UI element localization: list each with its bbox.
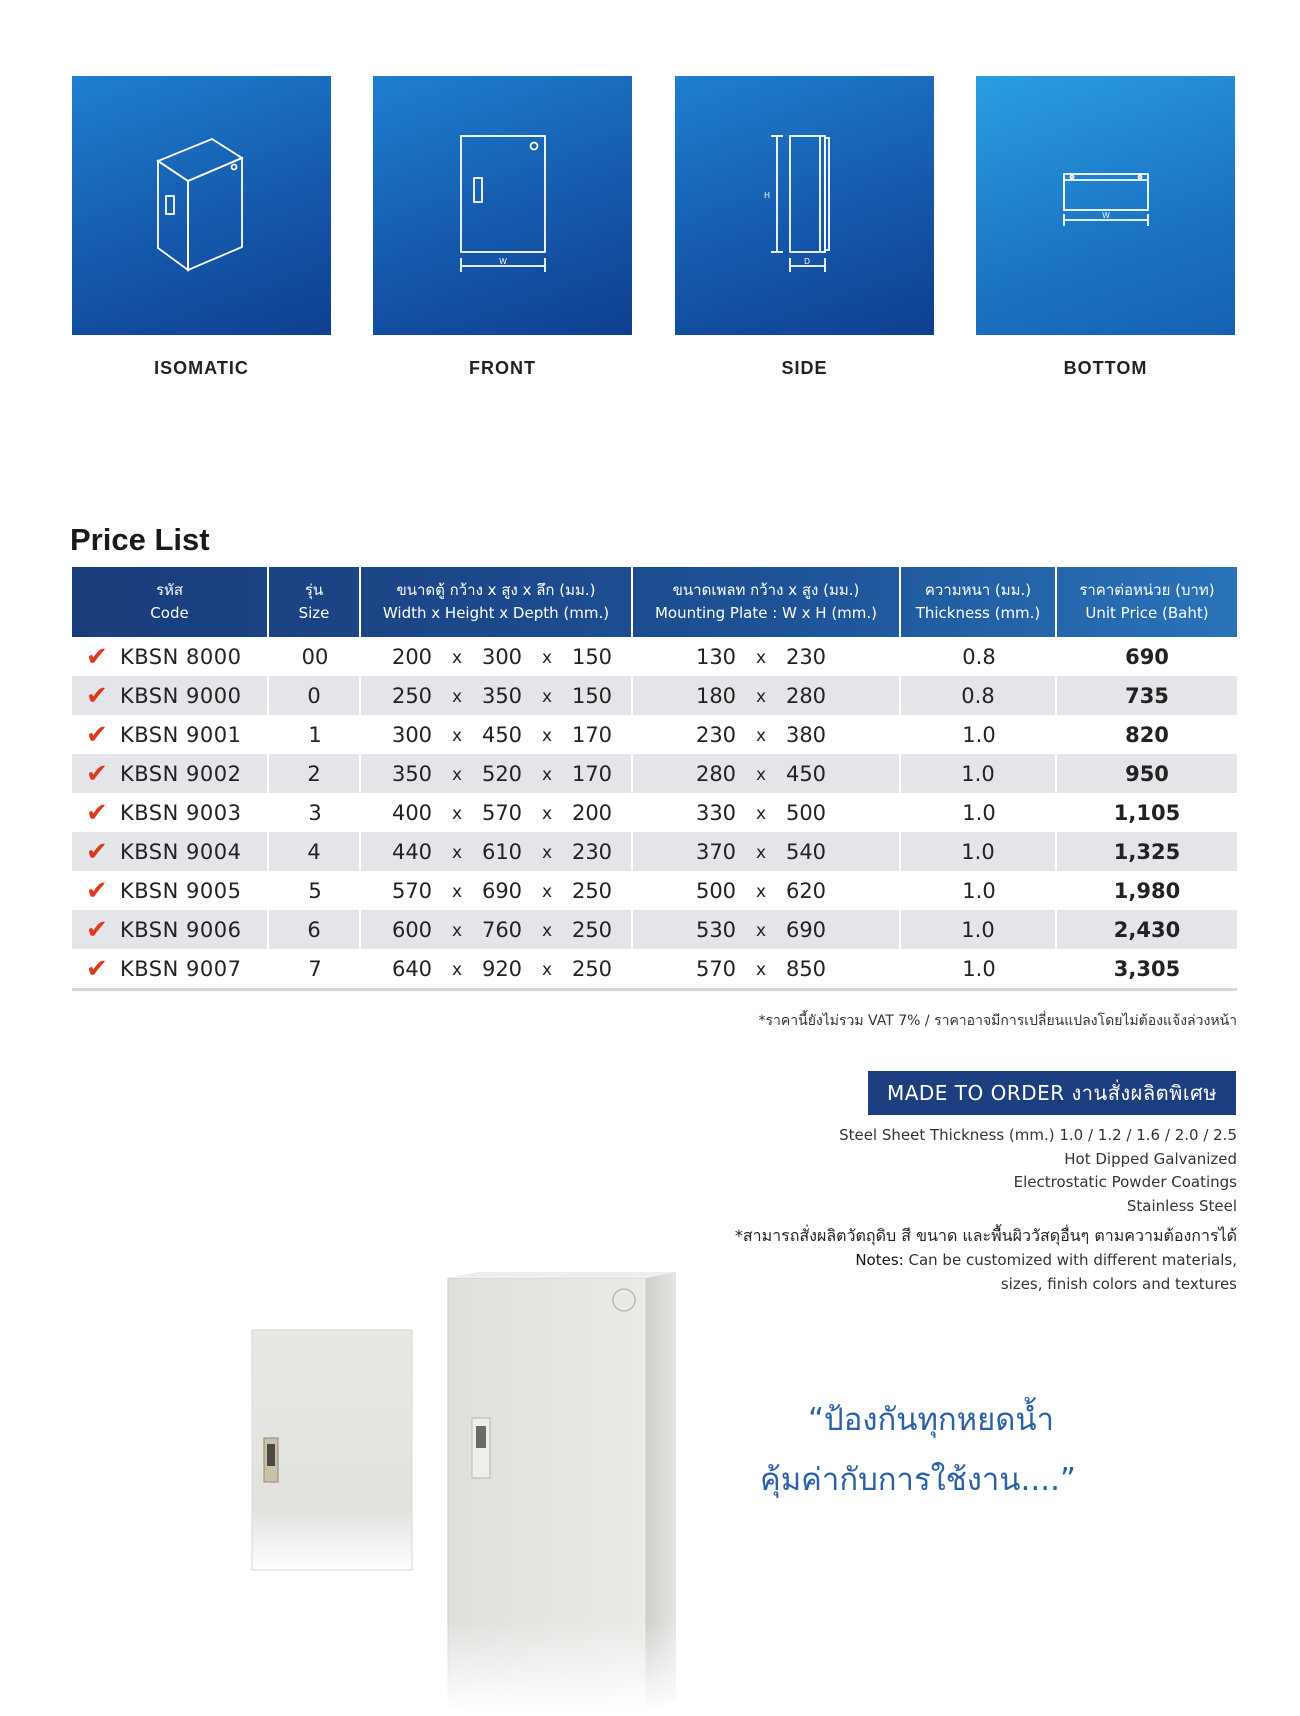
dim-height: 350	[481, 683, 523, 708]
front-cabinet-drawing	[373, 76, 632, 335]
cell-unit-price: 2,430	[1113, 917, 1181, 942]
product-code: KBSN 9003	[120, 800, 242, 825]
dim-depth: 250	[571, 917, 613, 942]
made-to-order-specs	[839, 1124, 1237, 1218]
table-row	[72, 793, 1237, 832]
header-mounting-plate: ขนาดเพลท กว้าง x สูง (มม.) Mounting Plate : W x H (mm.)	[633, 567, 901, 637]
cell-size: 7	[308, 956, 322, 981]
table-row	[72, 676, 1237, 715]
check-icon: ✔	[86, 680, 108, 711]
plate-height: 380	[785, 722, 827, 747]
cell-dimensions	[361, 832, 633, 871]
cell-mounting-plate	[633, 949, 901, 988]
vat-note: *ราคานี้ยังไม่รวม VAT 7% / ราคาอาจมีการเปลี่ยนแปลงโดยไม่ต้องแจ้งล่วงหน้า	[758, 1013, 1237, 1029]
isomatic-view-panel	[72, 76, 331, 335]
times-sign: x	[451, 725, 463, 746]
cell-dimensions	[361, 676, 633, 715]
product-code: KBSN 8000	[120, 644, 242, 669]
plate-height: 450	[785, 761, 827, 786]
plate-height: 540	[785, 839, 827, 864]
cell-unit-price: 735	[1125, 683, 1169, 708]
cell-thickness: 1.0	[901, 754, 1057, 793]
view-caption-front: FRONT	[469, 358, 536, 378]
dim-height: 300	[481, 644, 523, 669]
slogan	[760, 1390, 1076, 1510]
times-sign: x	[451, 686, 463, 707]
cell-dimensions	[361, 715, 633, 754]
cell-code	[72, 910, 269, 949]
bottom-dim-w: W	[1102, 211, 1110, 220]
cell-thickness: 1.0	[962, 956, 996, 981]
notes-line	[735, 1248, 1237, 1272]
thai-custom-note: *สามารถสั่งผลิตวัตถุดิบ สี ขนาด และพื้นผิววัสดุอื่นๆ ตามความต้องการได้	[734, 1226, 1237, 1245]
spec-line: Stainless Steel	[1126, 1196, 1237, 1215]
cabinet-photo-illustration	[240, 1260, 720, 1712]
times-sign: x	[451, 959, 463, 980]
plate-height: 230	[785, 644, 827, 669]
check-icon: ✔	[86, 797, 108, 828]
cell-unit-price: 950	[1125, 761, 1169, 786]
product-code: KBSN 9002	[120, 761, 242, 786]
cell-mounting-plate	[633, 832, 901, 871]
cell-dimensions	[361, 637, 633, 676]
cell-mounting-plate	[633, 793, 901, 832]
cell-code	[72, 676, 269, 715]
plate-height: 500	[785, 800, 827, 825]
times-sign: x	[755, 920, 767, 941]
price-list-title: Price List	[70, 522, 210, 557]
cell-mounting-plate	[633, 910, 901, 949]
cell-code	[72, 793, 269, 832]
table-row	[72, 949, 1237, 991]
times-sign: x	[541, 647, 553, 668]
cell-unit-price: 820	[1125, 722, 1169, 747]
dim-depth: 250	[571, 956, 613, 981]
check-icon: ✔	[86, 953, 108, 984]
dim-depth: 150	[571, 644, 613, 669]
table-row	[72, 832, 1237, 871]
product-code: KBSN 9004	[120, 839, 242, 864]
front-view-panel	[373, 76, 632, 335]
made-to-order-banner: MADE TO ORDER งานสั่งผลิตพิเศษ	[868, 1071, 1236, 1115]
dim-width: 300	[391, 722, 433, 747]
product-photo	[240, 1260, 720, 1712]
check-icon: ✔	[86, 719, 108, 750]
plate-width: 530	[695, 917, 737, 942]
cell-thickness: 1.0	[901, 832, 1057, 871]
header-size: รุ่น Size	[269, 567, 361, 637]
cell-mounting-plate	[633, 754, 901, 793]
times-sign: x	[451, 647, 463, 668]
cell-size: 0	[269, 676, 361, 715]
dim-depth: 150	[571, 683, 613, 708]
plate-width: 330	[695, 800, 737, 825]
header-thickness: ความหนา (มม.) Thickness (mm.)	[901, 567, 1057, 637]
dim-height: 610	[481, 839, 523, 864]
cell-size: 00	[301, 644, 329, 669]
cell-thickness: 1.0	[901, 910, 1057, 949]
dim-width: 350	[391, 761, 433, 786]
times-sign: x	[541, 920, 553, 941]
cell-code	[72, 871, 269, 910]
plate-height: 280	[785, 683, 827, 708]
price-table	[72, 567, 1237, 991]
cell-unit-price: 690	[1125, 644, 1169, 669]
cell-dimensions	[361, 754, 633, 793]
side-view-panel	[675, 76, 934, 335]
cell-dimensions	[361, 949, 633, 988]
plate-width: 130	[695, 644, 737, 669]
bottom-cabinet-drawing	[976, 76, 1235, 335]
cell-unit-price: 3,305	[1113, 956, 1181, 981]
cell-thickness: 1.0	[962, 800, 996, 825]
made-to-order-notes	[735, 1224, 1237, 1296]
times-sign: x	[541, 842, 553, 863]
times-sign: x	[755, 647, 767, 668]
cell-size: 3	[308, 800, 322, 825]
times-sign: x	[541, 686, 553, 707]
times-sign: x	[755, 686, 767, 707]
plate-width: 370	[695, 839, 737, 864]
spec-line: Electrostatic Powder Coatings	[1013, 1173, 1237, 1191]
times-sign: x	[755, 881, 767, 902]
cell-size: 5	[308, 878, 322, 903]
plate-height: 690	[785, 917, 827, 942]
cell-code	[72, 637, 269, 676]
cell-size: 2	[269, 754, 361, 793]
cell-dimensions	[361, 793, 633, 832]
dim-depth: 170	[571, 761, 613, 786]
times-sign: x	[451, 842, 463, 863]
cell-mounting-plate	[633, 715, 901, 754]
dim-width: 600	[391, 917, 433, 942]
cell-mounting-plate	[633, 871, 901, 910]
spec-line: Steel Sheet Thickness (mm.) 1.0 / 1.2 / 1.6 / 2.0 / 2.5	[839, 1126, 1237, 1144]
cell-thickness: 1.0	[962, 878, 996, 903]
check-icon: ✔	[86, 641, 108, 672]
product-code: KBSN 9006	[120, 917, 242, 942]
plate-height: 850	[785, 956, 827, 981]
product-code: KBSN 9005	[120, 878, 242, 903]
notes-line-2: sizes, finish colors and textures	[1000, 1275, 1237, 1293]
times-sign: x	[755, 959, 767, 980]
notes-text: Can be customized with different materials,	[908, 1251, 1237, 1269]
times-sign: x	[755, 764, 767, 785]
times-sign: x	[541, 881, 553, 902]
slogan-line-2: คุ้มค่ากับการใช้งาน....”	[760, 1462, 1076, 1498]
times-sign: x	[451, 881, 463, 902]
side-dim-h: H	[764, 191, 770, 200]
plate-width: 570	[695, 956, 737, 981]
plate-width: 500	[695, 878, 737, 903]
cell-size: 6	[269, 910, 361, 949]
dim-height: 570	[481, 800, 523, 825]
side-cabinet-drawing	[675, 76, 934, 335]
notes-label: Notes:	[855, 1251, 904, 1269]
times-sign: x	[541, 803, 553, 824]
plate-height: 620	[785, 878, 827, 903]
cell-size: 4	[269, 832, 361, 871]
cell-size: 1	[308, 722, 322, 747]
plate-width: 180	[695, 683, 737, 708]
slogan-line-1: “ป้องกันทุกหยดน้ำ	[808, 1402, 1054, 1438]
cell-thickness: 0.8	[901, 676, 1057, 715]
cell-mounting-plate	[633, 637, 901, 676]
spec-line: Hot Dipped Galvanized	[1064, 1149, 1237, 1168]
header-code: รหัส Code	[72, 567, 269, 637]
check-icon: ✔	[86, 758, 108, 789]
dim-height: 520	[481, 761, 523, 786]
times-sign: x	[755, 725, 767, 746]
cell-unit-price: 1,980	[1113, 878, 1181, 903]
isometric-cabinet-drawing	[72, 76, 331, 335]
table-row	[72, 715, 1237, 754]
times-sign: x	[541, 725, 553, 746]
times-sign: x	[541, 764, 553, 785]
dim-depth: 230	[571, 839, 613, 864]
cell-dimensions	[361, 910, 633, 949]
cell-mounting-plate	[633, 676, 901, 715]
dim-height: 690	[481, 878, 523, 903]
dim-height: 450	[481, 722, 523, 747]
side-dim-d: D	[804, 257, 810, 266]
price-table-body	[72, 637, 1237, 991]
front-dim-w: W	[499, 257, 507, 266]
cell-dimensions	[361, 871, 633, 910]
dim-height: 760	[481, 917, 523, 942]
times-sign: x	[451, 764, 463, 785]
header-dimensions: ขนาดตู้ กว้าง x สูง x ลึก (มม.) Width x Height x Depth (mm.)	[361, 567, 633, 637]
cell-code	[72, 715, 269, 754]
dim-width: 250	[391, 683, 433, 708]
dim-width: 200	[391, 644, 433, 669]
dim-height: 920	[481, 956, 523, 981]
dim-width: 400	[391, 800, 433, 825]
view-caption-isomatic: ISOMATIC	[154, 358, 249, 378]
times-sign: x	[451, 803, 463, 824]
dim-depth: 200	[571, 800, 613, 825]
dim-depth: 250	[571, 878, 613, 903]
view-caption-bottom: BOTTOM	[1063, 358, 1148, 378]
bottom-view-panel	[976, 76, 1235, 335]
times-sign: x	[541, 959, 553, 980]
times-sign: x	[451, 920, 463, 941]
check-icon: ✔	[86, 836, 108, 867]
cell-thickness: 0.8	[962, 644, 996, 669]
cell-unit-price: 1,105	[1113, 800, 1181, 825]
product-code: KBSN 9000	[120, 683, 242, 708]
cell-unit-price: 1,325	[1113, 839, 1181, 864]
cell-thickness: 1.0	[962, 722, 996, 747]
table-row	[72, 910, 1237, 949]
price-table-header	[72, 567, 1237, 637]
product-code: KBSN 9007	[120, 956, 242, 981]
dim-width: 440	[391, 839, 433, 864]
table-row	[72, 637, 1237, 676]
cell-code	[72, 754, 269, 793]
dim-depth: 170	[571, 722, 613, 747]
plate-width: 280	[695, 761, 737, 786]
table-row	[72, 754, 1237, 793]
times-sign: x	[755, 803, 767, 824]
plate-width: 230	[695, 722, 737, 747]
header-unit-price: ราคาต่อหน่วย (บาท) Unit Price (Baht)	[1079, 581, 1215, 622]
dim-width: 640	[391, 956, 433, 981]
check-icon: ✔	[86, 914, 108, 945]
check-icon: ✔	[86, 875, 108, 906]
times-sign: x	[755, 842, 767, 863]
cell-code	[72, 832, 269, 871]
table-row	[72, 871, 1237, 910]
dim-width: 570	[391, 878, 433, 903]
cell-code	[72, 949, 269, 988]
view-caption-side: SIDE	[781, 358, 828, 378]
product-code: KBSN 9001	[120, 722, 242, 747]
